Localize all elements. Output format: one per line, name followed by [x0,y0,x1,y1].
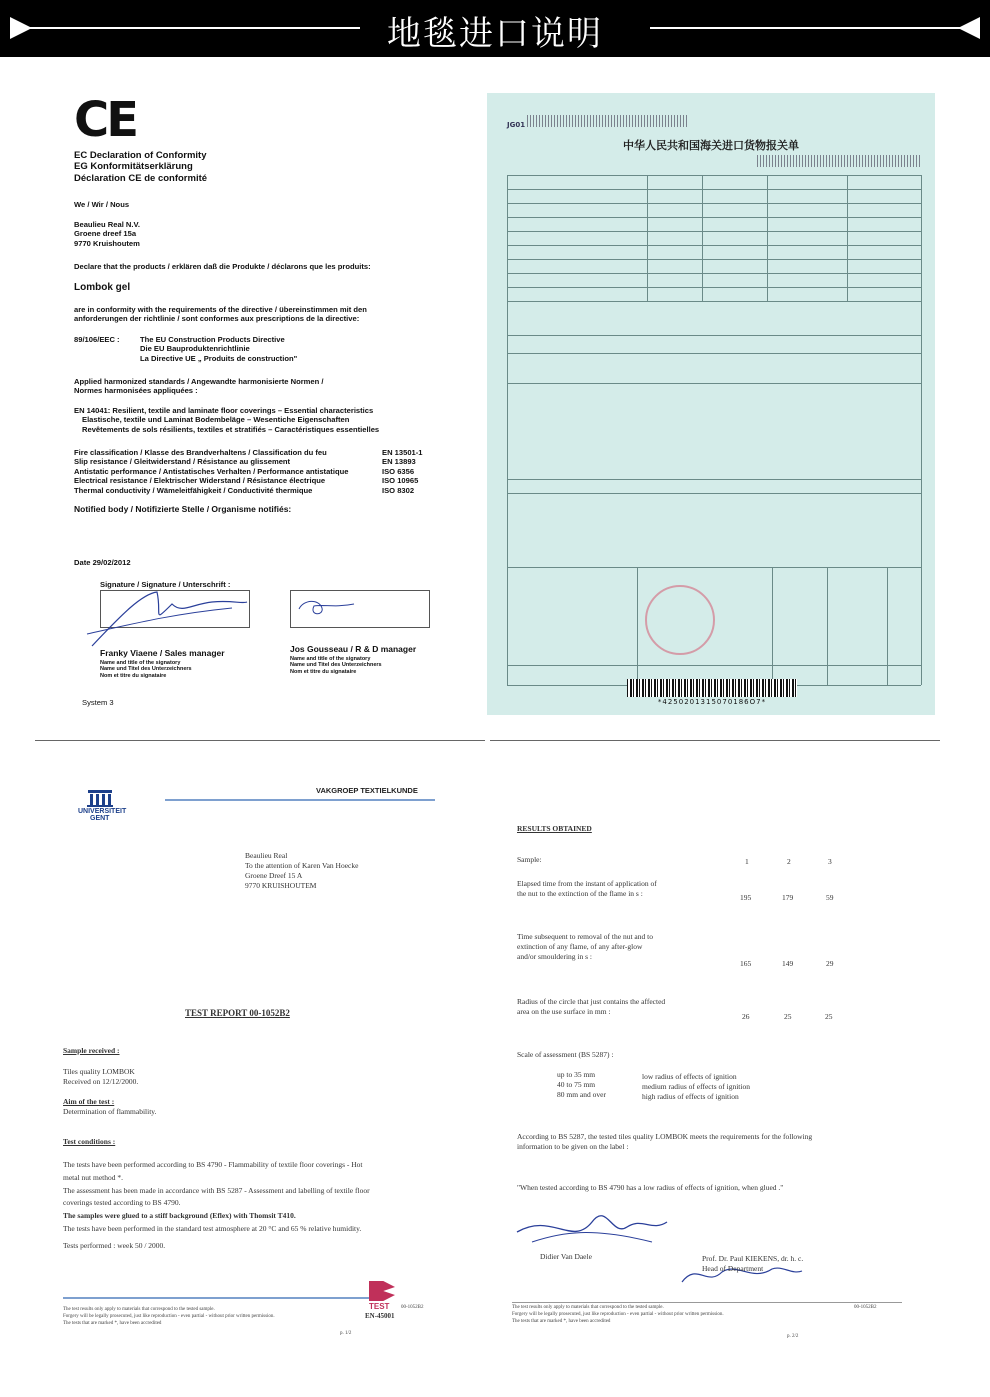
customs-code: JG01 [507,121,526,129]
table-cell: 25 [784,1012,792,1021]
ce-directive: The EU Construction Products Directive Die EU Bauproduktenrichtlinie La Directive UE „ Produits de construction" [140,335,298,363]
aim-heading: Aim of the test : [63,1097,115,1106]
ce-date: Date 29/02/2012 [74,558,131,567]
ce-conformity: are in conformity with the requirements of the directive / übereinstimmen mit den anforderungen der richtlinie / sont conformes aux prescriptions de la directive: [74,305,367,324]
university-logo: UNIVERSITEIT GENT [78,788,128,822]
table-cell: 25 [825,1012,833,1021]
ce-signer-1: Franky Viaene / Sales manager [100,648,225,658]
table-cell: 179 [782,893,794,902]
conditions-heading: Test conditions : [63,1137,116,1146]
result-row-3-label: Radius of the circle that just contains the affected area on the use surface in mm : [517,997,666,1017]
table-cell: 195 [740,893,752,902]
recipient-address: Beaulieu Real To the attention of Karen Van Hoecke Groene Dreef 15 A 9770 KRUISHOUTEM [245,851,359,891]
aim-text: Determination of flammability. [63,1107,157,1116]
list-item: Antistatic performance / Antistatisches Verhalten / Performance antistatique ISO 6356 [74,466,415,476]
scale-ranges: up to 35 mm 40 to 75 mm 80 mm and over [557,1070,606,1100]
customs-stamp [645,585,715,655]
header-banner [0,0,990,57]
test-report-page-2 [487,752,957,1362]
sample-col-3: 3 [828,857,832,866]
ce-notified: Notified body / Notifizierte Stelle / Organisme notifiés: [74,504,292,514]
ce-system: System 3 [82,698,114,707]
ce-logo: CE [74,92,137,148]
table-cell: 29 [826,959,834,968]
divider [490,740,940,741]
list-item: Fire classification / Klasse des Brandverhaltens / Classification du feu EN 13501-1 [74,448,423,457]
ce-declare: Declare that the products / erklären daß die Produkte / déclarons que les produits: [74,262,371,271]
customs-barcode-number: *4250201315070186O7* [657,698,767,706]
signature-scribble-1 [82,584,252,654]
report-ref: 00-1052B2 [401,1305,424,1310]
sample-text: Tiles quality LOMBOK Received on 12/12/2000. [63,1067,139,1087]
ce-signer-1-note: Name and title of the signatory Name und Titel des Unterzeichners Nom et titre du signataire [100,660,192,679]
footer-rule [63,1297,373,1299]
customs-barcode [627,679,797,697]
sample-label: Sample: [517,855,542,864]
list-item: Thermal conductivity / Wämeleitfähigkeit / Conductivité thermique ISO 8302 [74,485,415,495]
beltest-label: TEST [369,1302,390,1311]
result-row-1-label: Elapsed time from the instant of application of the nut to the extinction of the flame in s : [517,879,657,899]
footer-disclaimer: The test results only apply to materials that correspond to the tested sample. Forgery will be legally prosecuted, just like reproduction - even partial - without prior written permission. The tests that are marked *, have been accredited [63,1307,275,1326]
ce-directive-code: 89/106/EEC : [74,335,120,344]
footer-disclaimer: The test results only apply to materials that correspond to the tested sample. Forgery will be legally prosecuted, just like reproduction - even partial - without prior written permission. The tests that are marked *, have been accredited [512,1305,724,1324]
ce-we: We / Wir / Nous [74,200,130,209]
table-cell: 59 [826,893,834,902]
page-number: p. 1/2 [340,1331,352,1336]
department-rule [165,799,435,801]
footer-rule [512,1302,902,1303]
ce-standards: Applied harmonized standards / Angewandte harmonisierte Normen / Normes harmonisées appliquées : [74,377,324,396]
ce-signer-2-note: Name and title of the signatory Name und Titel des Unterzeichners Nom et titre du signataire [290,656,382,675]
en-code: EN-45001 [365,1312,395,1320]
ce-properties-list [74,448,434,495]
ce-title: EC Declaration of Conformity EG Konformitätserklärung Déclaration CE de conformité [74,150,208,184]
according-text: According to BS 5287, the tested tiles quality LOMBOK meets the requirements for the following information to be given on the label : [517,1132,813,1152]
customs-title: 中华人民共和国海关进口货物报关单 [623,139,799,152]
ce-company: Beaulieu Real N.V. Groene dreef 15a 9770 Kruishoutem [74,220,140,248]
barcode-top-left [527,115,687,127]
ce-signer-2: Jos Gousseau / R & D manager [290,644,417,654]
list-item: Electrical resistance / Elektrischer Widerstand / Résistance électrique ISO 10965 [74,476,419,486]
report-ref: 00-1052B2 [854,1305,877,1310]
ce-declaration-document [58,88,458,718]
table-cell: 149 [782,959,794,968]
sample-col-1: 1 [745,857,749,866]
signer-2: Prof. Dr. Paul KIEKENS, dr. h. c. Head of Department [702,1254,804,1274]
ce-product: Lombok gel [74,282,131,293]
table-cell: 165 [740,959,752,968]
ce-en-14041: EN 14041: Resilient, textile and laminate floor coverings – Essential characteristics Elastische, textile und Laminat Bodembeläge – Wesentiche Eigenschaften Revêtements de sols résilients, textiles et stratifiés – Caractéristiques essentielles [74,406,380,434]
results-heading: RESULTS OBTAINED [517,824,592,833]
signature-scribble-2 [294,594,364,624]
label-quote: "When tested according to BS 4790 has a low radius of effects of ignition, when glued ." [517,1183,784,1192]
signature-scribble-3 [512,1202,672,1252]
test-report-page-1 [35,741,485,1361]
page-title: 地毯进口说明 [0,6,990,55]
customs-declaration-form [487,93,935,715]
list-item: Slip resistance / Gleitwiderstand / Résistance au glissement EN 13893 [74,457,416,467]
ce-signature-label: Signature / Signature / Unterschrift : [100,580,231,589]
university-building-icon [86,788,114,808]
scale-descriptions: low radius of effects of ignition medium radius of effects of ignition high radius of effects of ignition [642,1072,750,1102]
barcode-top-right [757,155,922,167]
result-row-2-label: Time subsequent to removal of the nut and to extinction of any flame, of any after-glow and/or smouldering in s : [517,932,653,962]
table-cell: 26 [742,1012,750,1021]
report-title: TEST REPORT 00-1052B2 [185,1008,290,1018]
page-number: p. 2/2 [787,1334,799,1339]
sample-col-2: 2 [787,857,791,866]
scale-heading: Scale of assessment (BS 5287) : [517,1050,614,1059]
signer-1: Didier Van Daele [540,1252,592,1261]
beltest-logo-icon [369,1281,395,1301]
department-name: VAKGROEP TEXTIELKUNDE [316,786,418,795]
conditions-text: The tests have been performed according to BS 4790 - Flammability of textile floor coverings - Hot metal nut method *. The assessment has been made in accordance with BS 5287 - Assessment and labelling of textile floor coverings tested according to BS 4790. The samples were glued to a stiff background (Eflex) with Thomsit T410. The tests have been performed in the standard test atmosphere at 20 °C and 65 % relative humidity. Tests performed : week 50 / 2000. [63,1160,370,1250]
sample-heading: Sample received : [63,1046,120,1055]
